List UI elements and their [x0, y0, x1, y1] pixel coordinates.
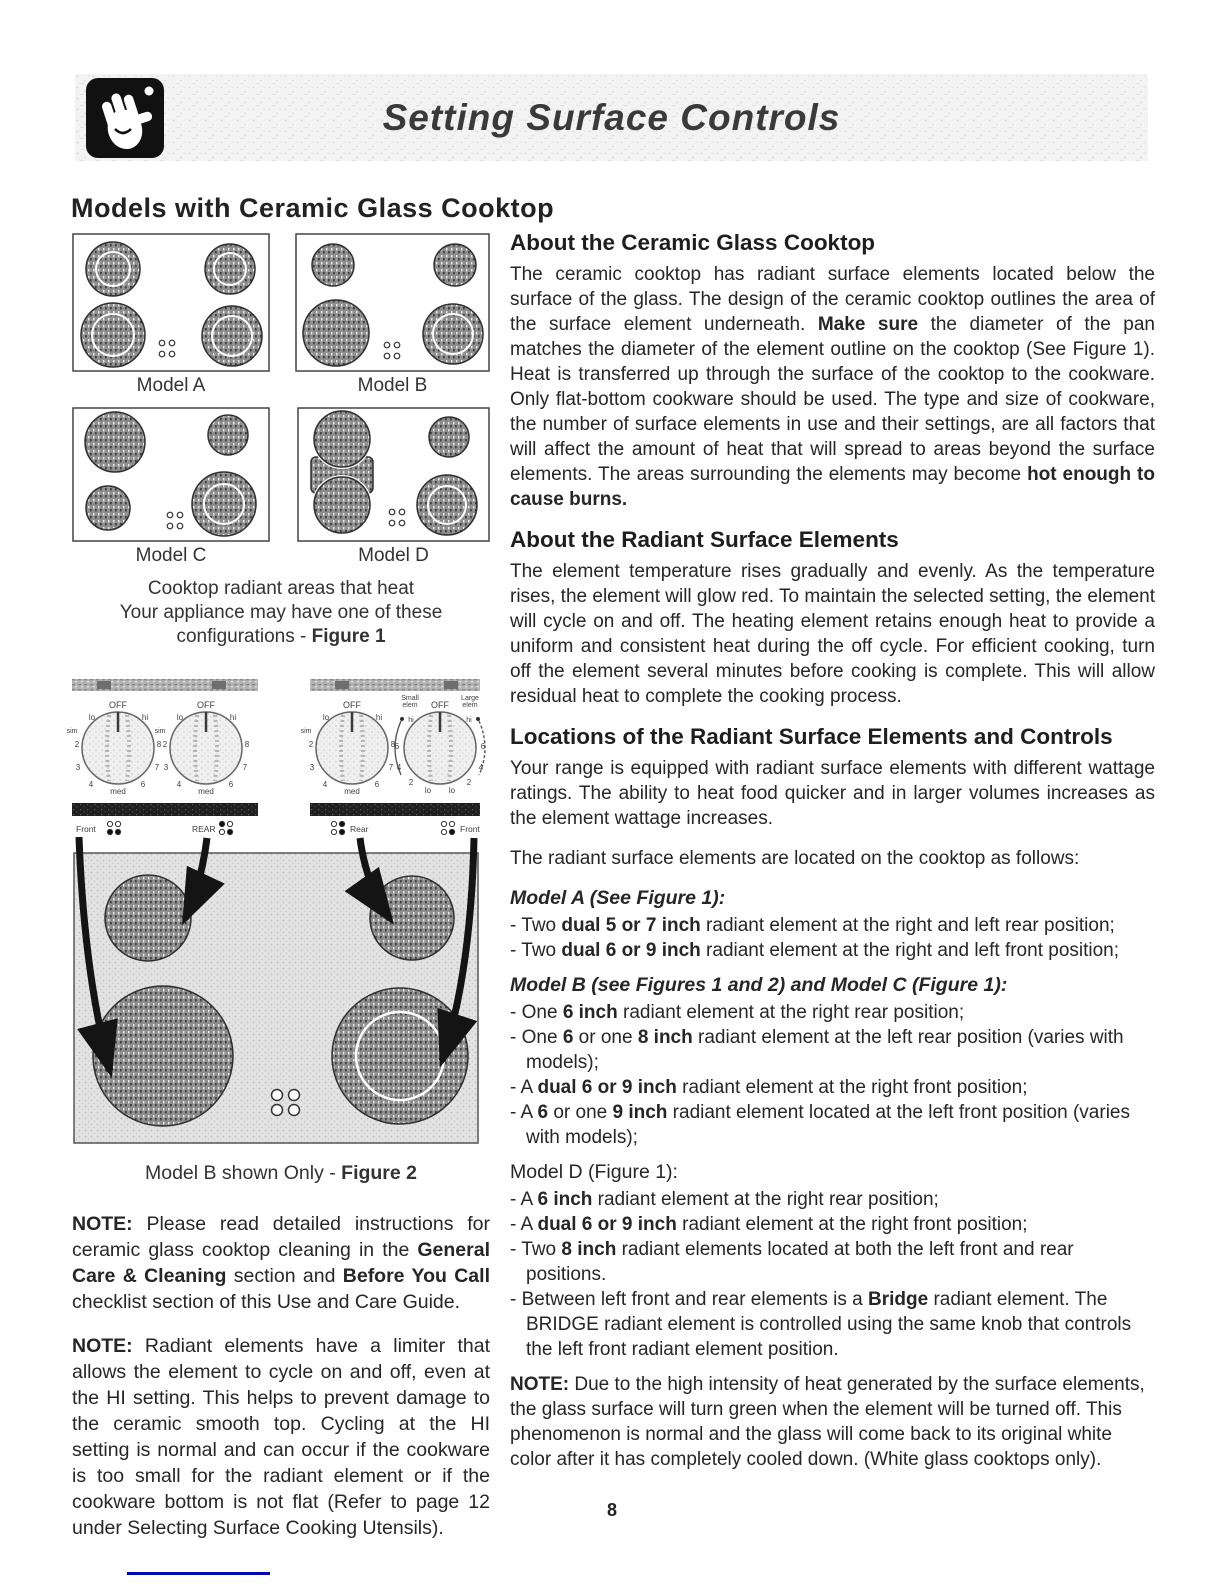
- model-d-subhead: Model D (Figure 1):: [510, 1161, 678, 1183]
- left-column: [72, 233, 490, 1559]
- figure2-caption: Model B shown Only - Figure 2: [144, 1162, 418, 1184]
- indicator-lights: [384, 342, 400, 359]
- model-a-cooktop-figure: [72, 233, 270, 372]
- controls-and-cooktop-figure: [72, 673, 480, 1145]
- list-item: - Two dual 6 or 9 inch radiant element at the right and left front position;: [510, 940, 1120, 961]
- knob-position-labels: [76, 821, 480, 834]
- model-d-location-group: [510, 1160, 1155, 1362]
- left-notes: [72, 1211, 490, 1541]
- page-number: 8: [606, 1500, 617, 1520]
- model-a-subhead: Model A (See Figure 1):: [510, 887, 726, 909]
- heading-about-cooktop: About the Ceramic Glass Cooktop: [510, 230, 876, 255]
- paragraph: The radiant surface elements are located on the cooktop as follows:: [510, 848, 1080, 869]
- model-d-cooktop-figure: [297, 407, 490, 542]
- model-b-cooktop-figure: [295, 233, 490, 372]
- list-item: - One 6 inch radiant element at the right rear position;: [510, 1002, 965, 1023]
- model-d-label: Model D: [358, 545, 429, 566]
- indicator-lights: [159, 340, 175, 357]
- figure1-caption-line1: Cooktop radiant areas that heat: [147, 578, 415, 599]
- section-banner: [75, 74, 1148, 161]
- list-item: - Two 8 inch radiant elements located at both the left front and rear positions.: [510, 1239, 1074, 1285]
- note-green-glass: NOTE: Due to the high intensity of heat generated by the surface elements, the glass surface will turn green when the element will be turned off. This phenomenon is normal and the glass will come back to its original white color after it has completely cooled down. (White glass cooktops only).: [510, 1374, 1145, 1470]
- indicator-lights: [167, 512, 183, 529]
- section-banner-title: Setting Surface Controls: [382, 97, 841, 138]
- burner-left-rear: [105, 875, 191, 961]
- control-panel-left: [67, 679, 258, 816]
- list-item: - A dual 6 or 9 inch radiant element at the right front position;: [510, 1214, 1028, 1235]
- model-c-cooktop-figure: [72, 407, 270, 542]
- figure1-caption-line2: Your appliance may have one of these: [119, 602, 443, 623]
- rear-right-label: Rear: [350, 824, 369, 834]
- control-panel-right: [301, 679, 486, 816]
- note-cleaning: NOTE: Please read detailed instructions for ceramic glass cooktop cleaning in the General Care & Cleaning section and Before You Call checklist section of this Use and Care Guide.: [72, 1213, 490, 1313]
- model-bc-location-group: [510, 973, 1155, 1150]
- front-left-label: Front: [76, 824, 96, 834]
- rear-left-label: REAR: [192, 824, 216, 834]
- paragraph: The ceramic cooktop has radiant surface elements located below the surface of the glass. The design of the ceramic cooktop outlines the area of the surface element underneath. Make sure the diameter of the pan matches the diameter of the element outline on the cooktop (See Figure 1). Heat is transferred up through the surface of the cooktop to the cookware. Only flat-bottom cookware should be used. The type and size of cookware, the number of surface elements in use and their settings, are all factors that will affect the amount of heat that will spread to areas beyond the surface elements. The areas surrounding the elements may become hot enough to cause burns.: [510, 264, 1155, 510]
- model-b-label: Model B: [357, 375, 428, 396]
- list-item: - Between left front and rear elements is a Bridge radiant element. The BRIDGE radiant element is controlled using the same knob that controls the left front radiant element position.: [510, 1289, 1132, 1360]
- right-column: [510, 230, 1155, 1487]
- figure2-cooktop: [74, 853, 478, 1143]
- figure1-caption: [72, 577, 490, 649]
- model-a-location-group: [510, 886, 1155, 963]
- list-item: - A 6 inch radiant element at the right rear position;: [510, 1189, 939, 1210]
- paragraph: The element temperature rises gradually and evenly. As the temperature rises, the element will glow red. To maintain the selected setting, the element will cycle on and off. The heating element retains enough heat to provide a uniform and consistent heat during the off cycle. For efficient cooking, turn off the element several minutes before cooking is complete. This will allow residual heat to complete the cooking process.: [510, 561, 1155, 707]
- heading-about-elements: About the Radiant Surface Elements: [510, 527, 899, 552]
- indicator-lights: [389, 509, 405, 526]
- model-a-label: Model A: [136, 375, 206, 396]
- note-limiter: NOTE: Radiant elements have a limiter that allows the element to cycle on and off, even at the HI setting. This helps to prevent damage to the ceramic smooth top. Cycling at the HI setting is normal and can occur if the cookware is too small for the radiant element or if the cookware bottom is not flat (Refer to page 12 under Selecting Surface Cooking Utensils).: [72, 1335, 490, 1539]
- burner-right-rear: [370, 876, 454, 960]
- front-right-label: Front: [460, 824, 480, 834]
- model-bc-subhead: Model B (see Figures 1 and 2) and Model C (Figure 1):: [510, 974, 1008, 996]
- list-item: - A dual 6 or 9 inch radiant element at the right front position;: [510, 1077, 1028, 1098]
- figure1-caption-line3: configurations - Figure 1: [176, 626, 386, 647]
- page-title: Models with Ceramic Glass Cooktop: [71, 193, 555, 223]
- list-item: - Two dual 5 or 7 inch radiant element at the right and left rear position;: [510, 915, 1115, 936]
- hand-turning-knob-icon: [85, 77, 165, 159]
- model-c-label: Model C: [135, 545, 207, 566]
- list-item: - A 6 or one 9 inch radiant element located at the left front position (varies with models);: [510, 1102, 1130, 1148]
- footer-line: [127, 1572, 270, 1575]
- burner: [81, 242, 262, 367]
- heading-locations: Locations of the Radiant Surface Elements and Controls: [510, 724, 1113, 749]
- paragraph: Your range is equipped with radiant surface elements with different wattage ratings. The ability to heat food quicker and in larger volumes increases as the element wattage increases.: [510, 758, 1155, 829]
- burner: [303, 244, 483, 366]
- list-item: - One 6 or one 8 inch radiant element at the left rear position (varies with models);: [510, 1027, 1124, 1073]
- burner-right-front: [332, 988, 468, 1124]
- burner-left-front: [93, 986, 233, 1126]
